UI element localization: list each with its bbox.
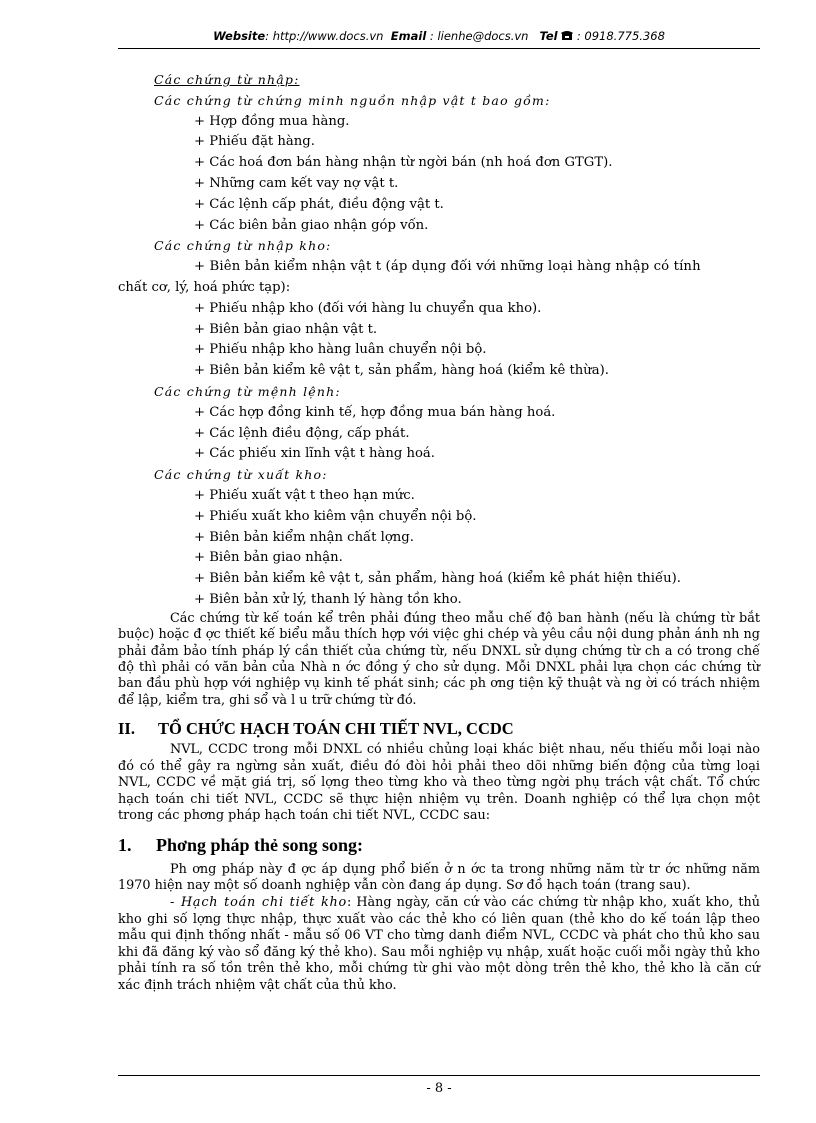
list-item-continuation: chất cơ, lý, hoá phức tạp):	[118, 279, 291, 295]
list-group-4	[118, 486, 760, 611]
paragraph-chung-tu: Các chứng từ kế toán kể trên phải đúng theo mẫu chế độ ban hành (nếu là chứng từ bắt buộc) hoặc đ ợc thiết kế biểu mẫu thích hợp với việc ghi chép và yêu cầu nội dung phản ánh nh ng phải đảm bảo tính pháp lý cần thiết của chứng từ, nếu DNXL sử dụng chứng từ ch a có trong chế độ thì phải có văn bản của Nhà n ớc đồng ý cho sử dụng. Mỗi DNXL phải lựa chọn các chứng từ ban đầu phù hợp với nghiệp vụ kinh tế phát sinh; các ph ơng tiện kỹ thuật và ng ời có trách nhiệm để lập, kiểm tra, ghi sổ và l u trữ chứng từ đó.	[118, 610, 760, 708]
email-label: Email	[390, 29, 427, 43]
footer-rule	[118, 1075, 760, 1076]
list-group-2	[118, 257, 760, 382]
subheading-chung-tu-nhap: Các chứng từ nhập:	[154, 72, 300, 87]
paragraph-hach-toan-kho	[118, 895, 760, 995]
section-title: Phơng pháp thẻ song song:	[156, 834, 364, 855]
page-header	[118, 29, 760, 43]
section-number: II.	[118, 719, 135, 739]
document-body	[118, 70, 760, 994]
section-title: TỔ CHỨC HẠCH TOÁN CHI TIẾT NVL, CCDC	[158, 719, 514, 739]
list-item: + Các biên bản giao nhận góp vốn.	[194, 217, 429, 233]
list-item: + Phiếu xuất kho kiêm vận chuyển nội bộ.	[194, 508, 477, 524]
paragraph-phuong-phap: Ph ơng pháp này đ ợc áp dụng phổ biến ở n ớc ta trong những năm từ tr ớc những năm 1970 hiện nay một số doanh nghiệp vẫn còn đang áp dụng. Sơ đồ hạch toán (trang sau).	[118, 861, 760, 894]
paragraph-text: : Hàng ngày, căn cứ vào các chứng từ nhập kho, xuất kho, thủ kho ghi số lợng thực nhập, thực xuất vào các thẻ kho có liên quan (thẻ kho do kế toán lập theo mẫu qui định thống nhất - mẫu số 06 VT cho từng danh điểm NVL, CCDC và phát cho thủ kho sau khi đã đăng ký vào sổ đăng ký thẻ kho). Sau mỗi nghiệp vụ nhập, xuất hoặc cuối mỗi ngày thủ kho phải tính ra số tồn trên thẻ kho, mỗi chứng từ ghi vào một dòng trên thẻ kho, thẻ kho là căn cứ xác định trách nhiệm vật chất của thủ kho.	[118, 894, 760, 993]
subheading-chung-minh-nguon-nhap: Các chứng từ chứng minh nguồn nhập vật t bao gồm:	[154, 92, 551, 108]
website-value: : http://www.docs.vn	[265, 29, 384, 43]
list-item: + Biên bản kiểm kê vật t, sản phẩm, hàng hoá (kiểm kê thừa).	[194, 363, 609, 379]
list-item: + Phiếu nhập kho hàng luân chuyển nội bộ.	[194, 342, 487, 358]
list-item: + Phiếu đặt hàng.	[194, 134, 315, 150]
list-item: + Biên bản giao nhận vật t.	[194, 321, 378, 337]
list-item: + Phiếu xuất vật t theo hạn mức.	[194, 487, 415, 503]
section-heading-1	[118, 835, 760, 856]
page-number: - 8 -	[426, 1081, 452, 1096]
list-item: + Biên bản kiểm nhận vật t (áp dụng đối với những loại hàng nhập có tính	[194, 259, 701, 275]
paragraph-lead: - Hạch toán chi tiết kho	[170, 894, 348, 910]
subheading-xuat-kho: Các chứng từ xuất kho:	[154, 467, 328, 483]
list-item: + Hợp đồng mua hàng.	[194, 113, 350, 129]
list-item: + Các lệnh điều động, cấp phát.	[194, 425, 410, 441]
list-item: + Những cam kết vay nợ vật t.	[194, 175, 399, 191]
list-group-1	[118, 112, 760, 237]
list-group-3	[118, 403, 760, 465]
list-item: + Biên bản kiểm nhận chất lợng.	[194, 529, 414, 545]
list-item: + Biên bản giao nhận.	[194, 550, 343, 566]
list-item: + Các hợp đồng kinh tế, hợp đồng mua bán hàng hoá.	[194, 404, 556, 420]
subheading-nhap-kho: Các chứng từ nhập kho:	[154, 238, 332, 254]
list-item: + Các hoá đơn bán hàng nhận từ ngời bán (nh hoá đơn GTGT).	[194, 155, 613, 171]
list-item: + Các phiếu xin lĩnh vật t hàng hoá.	[194, 446, 435, 462]
list-item: + Biên bản xử lý, thanh lý hàng tồn kho.	[194, 591, 462, 607]
phone-icon	[561, 29, 577, 43]
website-label: Website	[213, 29, 266, 43]
header-rule	[118, 48, 760, 49]
list-item: + Phiếu nhập kho (đối với hàng lu chuyển qua kho).	[194, 300, 542, 316]
list-item: + Biên bản kiểm kê vật t, sản phẩm, hàng hoá (kiểm kê phát hiện thiếu).	[194, 571, 681, 587]
list-item: + Các lệnh cấp phát, điều động vật t.	[194, 196, 444, 212]
subheading-menh-lenh: Các chứng từ mệnh lệnh:	[154, 383, 341, 399]
paragraph-nvl-ccdc: NVL, CCDC trong mỗi DNXL có nhiều chủng loại khác biệt nhau, nếu thiếu mỗi loại nào đó có thể gây ra ngừng sản xuất, điều đó đòi hỏi phải theo dõi những biến động của từng loại NVL, CCDC về mặt giá trị, số lợng theo từng kho và theo từng ngời phụ trách vật chất. Tổ chức hạch toán chi tiết NVL, CCDC sẽ thực hiện nhiệm vụ trên. Doanh nghiệp có thể lựa chọn một trong các phơng pháp hạch toán chi tiết NVL, CCDC sau:	[118, 741, 760, 824]
section-heading-ii	[118, 719, 760, 740]
tel-label: Tel	[539, 29, 558, 43]
email-value: : lienhe@docs.vn	[429, 29, 529, 43]
section-number: 1.	[118, 834, 132, 855]
tel-value: : 0918.775.368	[576, 29, 665, 43]
